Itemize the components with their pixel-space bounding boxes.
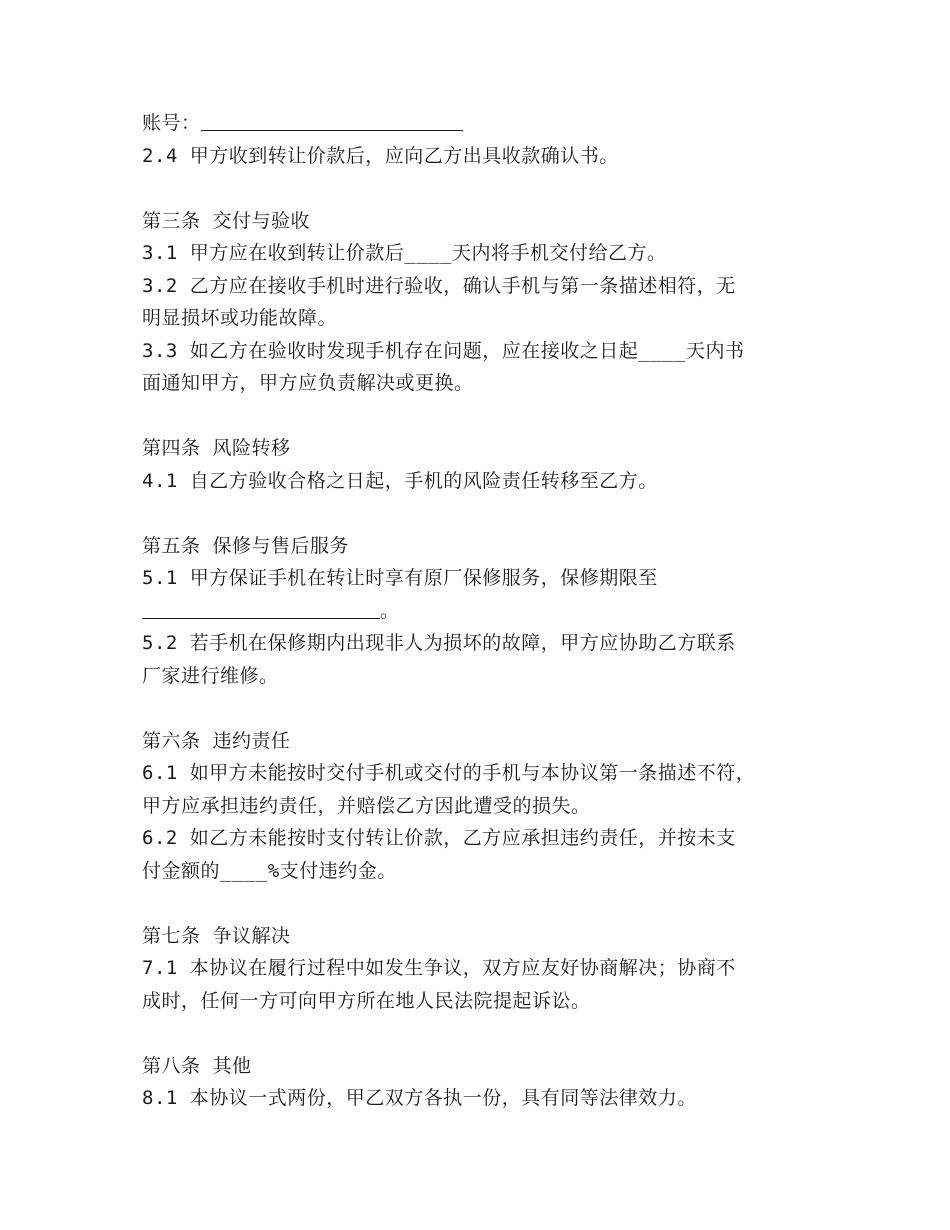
spacer bbox=[142, 172, 832, 205]
clause-3-3-line-2: 面通知甲方，甲方应负责解决或更换。 bbox=[142, 372, 474, 394]
clause-5-1-line-1: 5.1 甲方保证手机在转让时享有原厂保修服务，保修期限至 bbox=[142, 567, 658, 589]
account-blank bbox=[201, 108, 463, 131]
clause-3-2-line-1: 3.2 乙方应在接收手机时进行验收，确认手机与第一条描述相符，无 bbox=[142, 274, 736, 297]
clause-5-1-end: 。 bbox=[380, 599, 400, 622]
clause-3-2-line-2: 明显损坏或功能故障。 bbox=[142, 307, 338, 329]
clause-7-1-line-1: 7.1 本协议在履行过程中如发生争议，双方应友好协商解决；协商不 bbox=[142, 957, 736, 979]
spacer bbox=[142, 887, 832, 920]
clause-6-1-line-2: 甲方应承担违约责任，并赔偿乙方因此遭受的损失。 bbox=[142, 794, 591, 817]
spacer bbox=[142, 1017, 832, 1050]
account-label: 账号： bbox=[142, 112, 201, 134]
article-6-title: 第六条 违约责任 bbox=[142, 729, 291, 752]
clause-3-3-line-1: 3.3 如乙方在验收时发现手机存在问题，应在接收之日起____天内书 bbox=[142, 339, 745, 362]
article-4-title: 第四条 风险转移 bbox=[142, 437, 291, 459]
clause-5-2-line-2: 厂家进行维修。 bbox=[142, 664, 279, 687]
clause-2-4: 2.4 甲方收到转让价款后，应向乙方出具收款确认书。 bbox=[142, 144, 619, 167]
spacer bbox=[142, 497, 832, 530]
clause-7-1-line-2: 成时，任何一方可向甲方所在地人民法院提起诉讼。 bbox=[142, 989, 591, 1012]
clause-6-2-line-2: 付金额的____%支付违约金。 bbox=[142, 859, 397, 882]
article-5-title: 第五条 保修与售后服务 bbox=[142, 534, 349, 557]
spacer bbox=[142, 400, 832, 433]
clause-4-1: 4.1 自乙方验收合格之日起，手机的风险责任转移至乙方。 bbox=[142, 469, 658, 492]
warranty-period-blank bbox=[142, 596, 380, 619]
clause-6-1-line-1: 6.1 如甲方未能按时交付手机或交付的手机与本协议第一条描述不符， bbox=[142, 762, 756, 784]
article-3-title: 第三条 交付与验收 bbox=[142, 209, 310, 232]
article-8-title: 第八条 其他 bbox=[142, 1054, 252, 1077]
clause-5-2-line-1: 5.2 若手机在保修期内出现非人为损坏的故障，甲方应协助乙方联系 bbox=[142, 632, 736, 654]
contract-body bbox=[142, 107, 832, 1115]
clause-8-1: 8.1 本协议一式两份，甲乙双方各执一份，具有同等法律效力。 bbox=[142, 1087, 697, 1109]
clause-3-1: 3.1 甲方应在收到转让价款后____天内将手机交付给乙方。 bbox=[142, 242, 667, 264]
account-line bbox=[142, 107, 832, 140]
clause-5-1-line-2 bbox=[142, 595, 832, 628]
spacer bbox=[142, 692, 832, 725]
clause-6-2-line-1: 6.2 如乙方未能按时支付转让价款，乙方应承担违约责任，并按未支 bbox=[142, 827, 736, 849]
article-7-title: 第七条 争议解决 bbox=[142, 924, 291, 947]
